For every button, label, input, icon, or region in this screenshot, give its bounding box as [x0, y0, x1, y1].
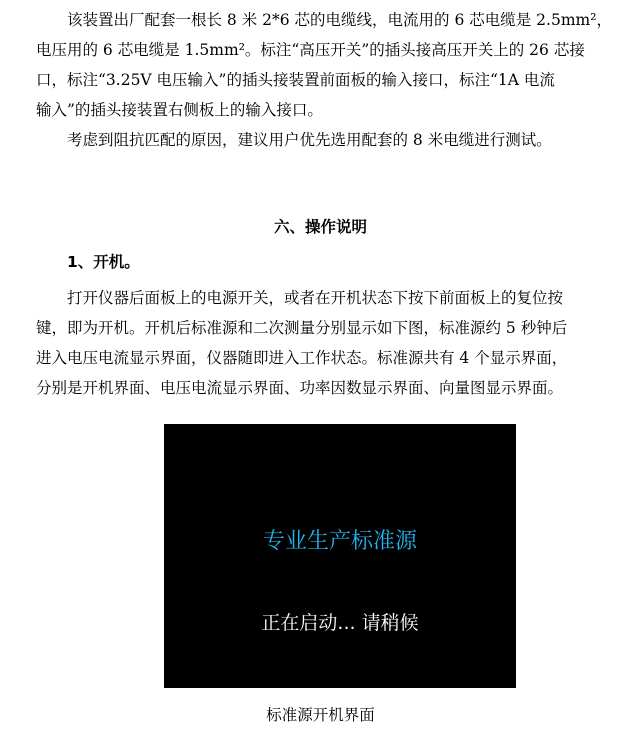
intro-line-4: 输入”的插头接装置右侧板上的输入接口。 [36, 101, 323, 119]
power-on-paragraph [36, 283, 616, 403]
figure-caption: 标准源开机界面 [266, 706, 375, 724]
power-on-line-4: 分别是开机界面、电压电流显示界面、功率因数显示界面、向量图显示界面。 [36, 379, 564, 397]
intro-line-1: 该装置出厂配套一根长 8 米 2*6 芯的电缆线，电流用的 6 芯电缆是 2.5mm²， [67, 11, 612, 29]
intro-line-5: 考虑到阻抗匹配的原因，建议用户优先选用配套的 8 米电缆进行测试。 [67, 131, 552, 149]
screen-title: 专业生产标准源 [262, 529, 417, 554]
power-on-line-1: 打开仪器后面板上的电源开关，或者在开机状态下按下前面板上的复位按 [67, 289, 564, 307]
screen-status: 正在启动... 请稍候 [261, 612, 419, 634]
power-on-line-3: 进入电压电流显示界面，仪器随即进入工作状态。标准源共有 4 个显示界面， [36, 349, 568, 367]
startup-screen-image [164, 424, 516, 688]
power-on-line-2: 键，即为开机。开机后标准源和二次测量分别显示如下图，标准源约 5 秒钟后 [36, 319, 568, 337]
intro-line-2: 电压用的 6 芯电缆是 1.5mm²。标注“高压开关”的插头接高压开关上的 26 芯接 [36, 41, 585, 59]
intro-paragraph [36, 5, 616, 155]
subsection-title: 1、开机。 [67, 253, 140, 271]
intro-line-3: 口，标注“3.25V 电压输入”的插头接装置前面板的输入接口，标注“1A 电流 [36, 71, 555, 89]
section-title: 六、操作说明 [273, 218, 367, 236]
